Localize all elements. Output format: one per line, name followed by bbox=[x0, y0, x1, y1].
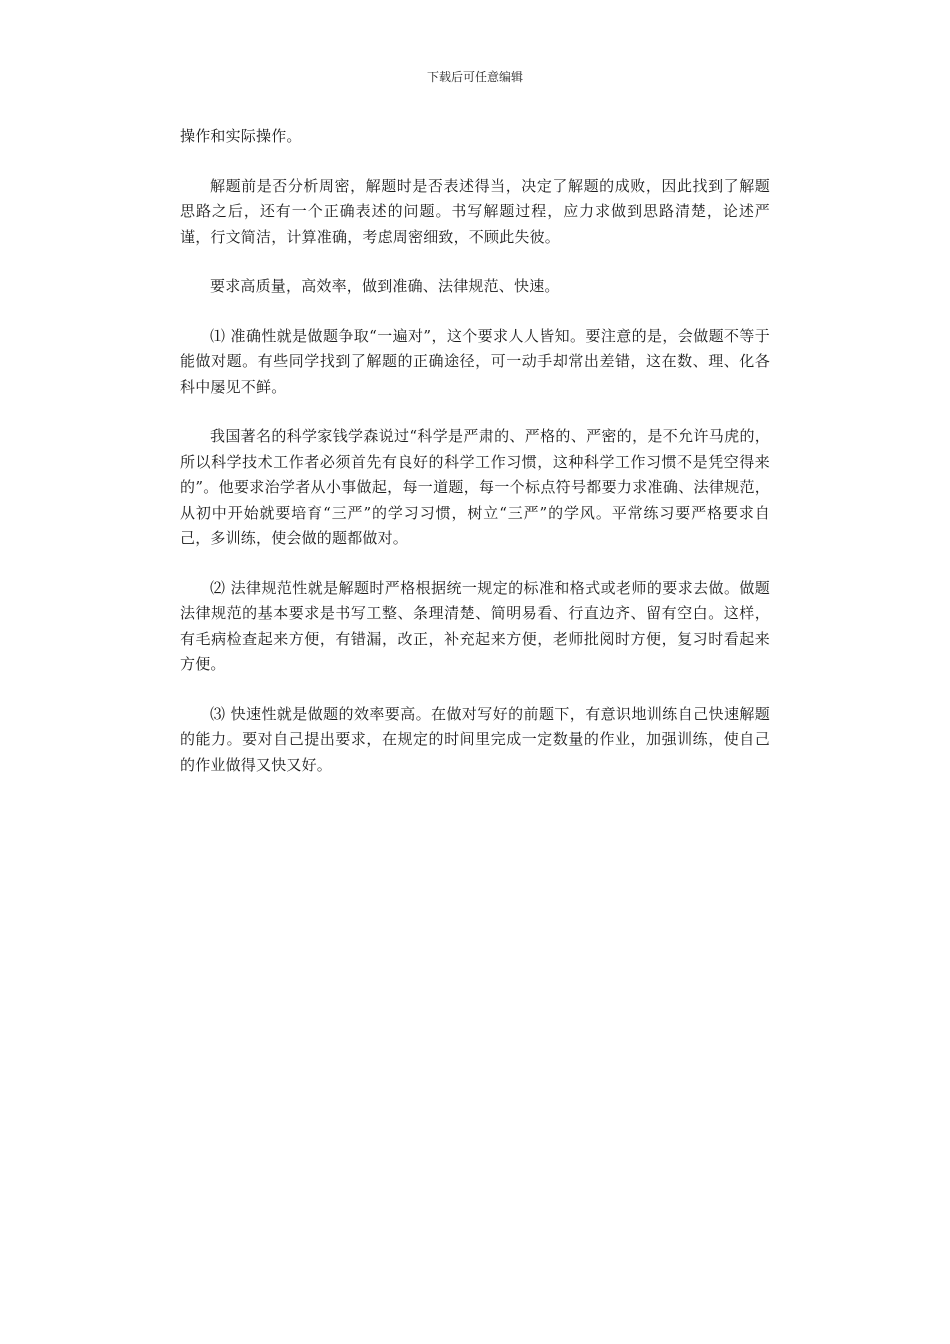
paragraph-expression: 解题前是否分析周密，解题时是否表述得当，决定了解题的成败，因此找到了解题思路之后，还有一个正确表述的问题。书写解题过程，应力求做到思路清楚，论述严谨，行文简洁，计算准确，考虑周密细致，不顾此失彼。 bbox=[180, 176, 770, 246]
document-body bbox=[180, 124, 770, 802]
paragraph-accuracy: ⑴ 准确性就是做题争取“一遍对”，这个要求人人皆知。要注意的是，会做题不等于能做对题。有些同学找到了解题的正确途径，可一动手却常出差错，这在数、理、化各科中屡见不鲜。 bbox=[180, 326, 770, 396]
page-header-title: 下载后可任意编辑 bbox=[426, 70, 523, 84]
paragraph-speed: ⑶ 快速性就是做题的效率要高。在做对写好的前题下，有意识地训练自己快速解题的能力。要对自己提出要求，在规定的时间里完成一定数量的作业，加强训练，使自己的作业做得又快又好。 bbox=[180, 704, 770, 774]
paragraph-continuation: 操作和实际操作。 bbox=[180, 127, 302, 145]
paragraph-requirements: 要求高质量，高效率，做到准确、法律规范、快速。 bbox=[210, 277, 560, 295]
paragraph-qian-xuesen-quote: 我国著名的科学家钱学森说过“科学是严肃的、严格的、严密的，是不允许马虎的，所以科学技术工作者必须首先有良好的科学工作习惯，这种科学工作习惯不是凭空得来的”。他要求治学者从小事做起，每一道题，每一个标点符号都要力求准确、法律规范，从初中开始就要培育“三严”的学习习惯，树立“三严”的学风。平常练习要严格要求自己，多训练，使会做的题都做对。 bbox=[180, 427, 770, 547]
paragraph-standardization: ⑵ 法律规范性就是解题时严格根据统一规定的标准和格式或老师的要求去做。做题法律规范的基本要求是书写工整、条理清楚、简明易看、行直边齐、留有空白。这样，有毛病检查起来方便，有错漏，改正，补充起来方便，老师批阅时方便，复习时看起来方便。 bbox=[180, 578, 770, 673]
